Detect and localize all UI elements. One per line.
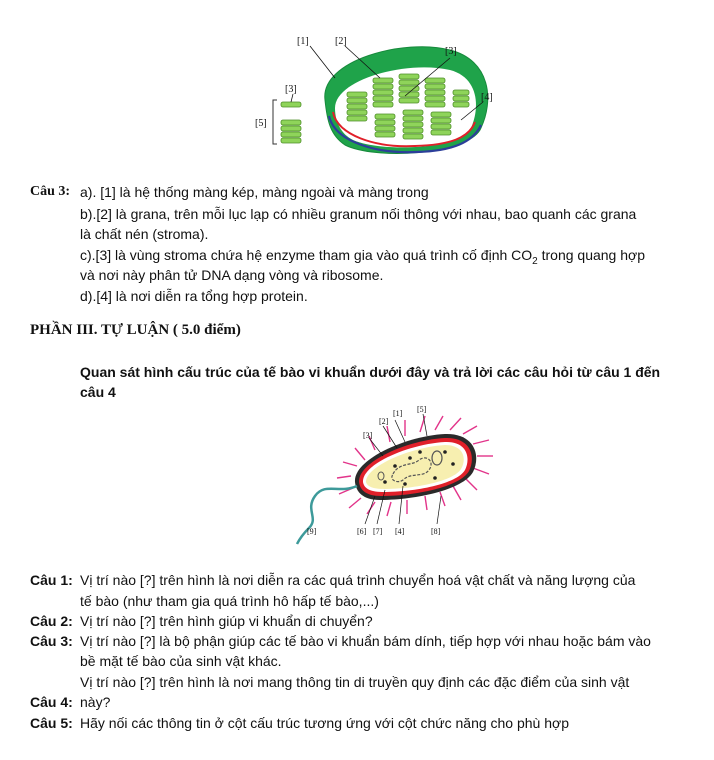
q4-label: Câu 4:: [30, 694, 73, 710]
b-label-5: [5]: [417, 405, 427, 414]
q2-label: Câu 2:: [30, 613, 73, 629]
cau3-label: Câu 3:: [30, 184, 71, 199]
b-label-3: [3]: [363, 431, 373, 440]
q5-line-1: Hãy nối các thông tin ở cột cấu trúc tương ứng với cột chức năng cho phù hợp: [80, 715, 569, 731]
label-1: [1]: [297, 36, 309, 47]
q3-line-2: bề mặt tế bào của sinh vật khác.: [80, 653, 282, 669]
cau3-line-d: d).[4] là nơi diễn ra tổng hợp protein.: [80, 288, 308, 304]
cau3-line-a: a). [1] là hệ thống màng kép, màng ngoài và màng trong: [80, 184, 429, 200]
cau3-line-b1: b).[2] là grana, trên mỗi lục lạp có nhiều granum nối thông với nhau, bao quanh các grana: [80, 206, 637, 222]
label-3-right: [3]: [445, 46, 457, 57]
q3-line-1: Vị trí nào [?] là bộ phận giúp các tế bào vi khuẩn bám dính, tiếp hợp với nhau hoặc bám vào: [80, 633, 651, 649]
instruction-line-1: Quan sát hình cấu trúc của tế bào vi khuẩn dưới đây và trả lời các câu hỏi từ câu 1 đến: [80, 364, 661, 380]
zoomed-granum: [281, 102, 301, 143]
b-label-9: [9]: [307, 527, 317, 536]
q1-line-1: Vị trí nào [?] trên hình là nơi diễn ra các quá trình chuyển hoá vật chất và năng lượng của: [80, 572, 636, 588]
q4-line-2: này?: [80, 694, 111, 710]
q1-label: Câu 1:: [30, 572, 73, 588]
q1-line-2: tế bào (như tham gia quá trình hô hấp tế bào,...): [80, 593, 379, 609]
label-2: [2]: [335, 36, 347, 47]
label-5: [5]: [255, 118, 267, 129]
section-title: PHẦN III. TỰ LUẬN ( 5.0 điểm): [30, 322, 241, 338]
cau3-c1-text: c).[3] là vùng stroma chứa hệ enzyme tham gia vào quá trình cố định CO: [80, 247, 533, 263]
b-label-7: [7]: [373, 527, 383, 536]
q2-line-1: Vị trí nào [?] trên hình giúp vi khuẩn di chuyển?: [80, 613, 373, 629]
q4-line-1: Vị trí nào [?] trên hình là nơi mang thông tin di truyền quy định các đặc điểm của sinh vật: [80, 674, 630, 690]
label-4: [4]: [481, 92, 493, 103]
bracket: [273, 100, 277, 144]
bacteria-diagram: [295, 400, 495, 545]
cau3-line-c2: và nơi này phân tử DNA dạng vòng và ribosome.: [80, 267, 384, 283]
b-label-6: [6]: [357, 527, 367, 536]
b-label-2: [2]: [379, 417, 389, 426]
chloroplast-diagram: [255, 30, 515, 160]
label-3-left: [3]: [285, 84, 297, 95]
instruction-line-2: câu 4: [80, 384, 116, 400]
b-label-4: [4]: [395, 527, 405, 536]
b-label-8: [8]: [431, 527, 441, 536]
q5-label: Câu 5:: [30, 715, 73, 731]
co2-subscript: 2: [532, 255, 538, 267]
b-label-1: [1]: [393, 409, 403, 418]
q3-label: Câu 3:: [30, 633, 73, 649]
cau3-c1-post: trong quang hợp: [537, 247, 645, 263]
flagellum: [297, 486, 357, 544]
cau3-line-b2: là chất nén (stroma).: [80, 226, 209, 242]
